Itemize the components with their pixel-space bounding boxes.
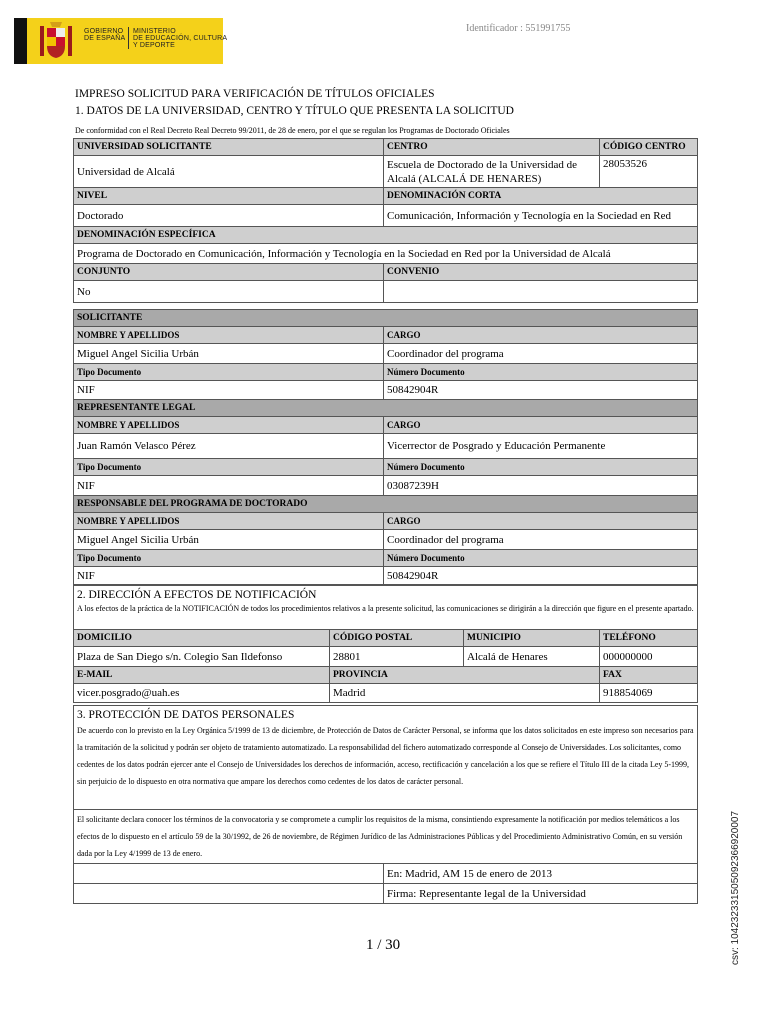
codigo-postal-value: 28801 — [330, 647, 464, 667]
csv-code: csv: 104232331505092366920007 — [730, 810, 741, 965]
notificacion-table — [73, 585, 698, 703]
government-label — [84, 28, 125, 42]
ministry-label — [133, 28, 227, 49]
domicilio-value: Plaza de San Diego s/n. Colegio San Ildefonso — [74, 647, 330, 667]
representante-tipo: NIF — [74, 476, 384, 496]
header-conjunto: CONJUNTO — [74, 264, 384, 281]
header-centro: CENTRO — [384, 139, 600, 156]
responsable-tipo: NIF — [74, 567, 384, 585]
solicitante-numero: 50842904R — [384, 381, 698, 400]
header-denominacion-corta: DENOMINACIÓN CORTA — [384, 188, 698, 205]
header-municipio: MUNICIPIO — [464, 630, 600, 647]
header-email: E-MAIL — [74, 667, 330, 684]
telefono-value: 000000000 — [600, 647, 698, 667]
header-cargo: CARGO — [384, 327, 698, 344]
email-value: vicer.posgrado@uah.es — [74, 684, 330, 703]
header-nivel: NIVEL — [74, 188, 384, 205]
header-codigo-centro: CÓDIGO CENTRO — [600, 139, 698, 156]
header-nombre: NOMBRE Y APELLIDOS — [74, 327, 384, 344]
header-fax: FAX — [600, 667, 698, 684]
section-solicitante: SOLICITANTE — [74, 310, 698, 327]
representante-cargo: Vicerrector de Posgrado y Educación Permanente — [384, 434, 698, 459]
proteccion-table — [73, 705, 698, 904]
header-domicilio: DOMICILIO — [74, 630, 330, 647]
section-representante: REPRESENTANTE LEGAL — [74, 400, 698, 417]
responsable-numero: 50842904R — [384, 567, 698, 585]
logo-divider — [128, 27, 129, 49]
page-number: 1 / 30 — [366, 937, 401, 953]
header-universidad: UNIVERSIDAD SOLICITANTE — [74, 139, 384, 156]
denominacion-especifica-value: Programa de Doctorado en Comunicación, Información y Tecnología en la Sociedad en Red por la Universidad de Alcalá — [74, 244, 698, 264]
notificacion-text: A los efectos de la práctica de la NOTIFICACIÓN de todos los procedimientos relativos a la presente solicitud, las comunicaciones se dirigirán a la dirección que figure en el presente apartado. — [77, 604, 694, 613]
municipio-value: Alcalá de Henares — [464, 647, 600, 667]
persons-table — [73, 309, 698, 585]
logo-black-stripe — [14, 18, 27, 64]
firma-empty-1 — [74, 864, 384, 884]
document-identifier: Identificador : 551991755 — [466, 23, 571, 34]
header-nombre: NOMBRE Y APELLIDOS — [74, 417, 384, 434]
header-tipo-documento: Tipo Documento — [74, 364, 384, 381]
representante-nombre: Juan Ramón Velasco Pérez — [74, 434, 384, 459]
firma-empty-2 — [74, 884, 384, 904]
fecha-value: En: Madrid, AM 15 de enero de 2013 — [384, 864, 698, 884]
header-codigo-postal: CÓDIGO POSTAL — [330, 630, 464, 647]
declaracion-block — [74, 810, 698, 864]
codigo-centro-value: 28053526 — [600, 156, 698, 188]
section-2-title: 2. DIRECCIÓN A EFECTOS DE NOTIFICACIÓN — [77, 589, 317, 601]
ministry-line-2: DE EDUCACIÓN, CULTURA — [133, 35, 228, 42]
header-provincia: PROVINCIA — [330, 667, 600, 684]
gov-line-1: GOBIERNO — [84, 28, 124, 35]
header-telefono: TELÉFONO — [600, 630, 698, 647]
proteccion-text: De acuerdo con lo previsto en la Ley Orgánica 5/1999 de 13 de diciembre, de Protección de Datos de Carácter Personal, se informa que los datos solicitados en este impreso son necesarios para la tramitación de la solicitud y podrán ser objeto de tratamiento automatizado. La responsabilidad del fichero automatizado corresponde al Consejo de Universidades. Los solicitantes, como cedentes de los datos podrán ejercer ante el Consejo de Universidades los derechos de información, acceso, rectificación y cancelación a los que se refiere el Título III de la citada Ley 5-1999, sin perjuicio de lo dispuesto en otra normativa que ampare los derechos como cedentes de los datos de carácter personal. — [77, 726, 694, 786]
header-numero-documento: Número Documento — [384, 364, 698, 381]
header-convenio: CONVENIO — [384, 264, 698, 281]
ministry-line-1: MINISTERIO — [133, 28, 176, 35]
declaracion-text: El solicitante declara conocer los términos de la convocatoria y se compromete a cumplir los requisitos de la misma, consintiendo expresamente la notificación por medios telemáticos a los efectos de lo dispuesto en el artículo 59 de la 30/1992, de 26 de noviembre, de Régimen Jurídico de las Administraciones Públicas y del Procedimiento Administrativo Común, en su versión dada por la Ley 4/1999 de 13 de enero. — [77, 815, 683, 858]
convenio-value — [384, 281, 698, 303]
notificacion-block — [74, 586, 698, 630]
gov-line-2: DE ESPAÑA — [84, 35, 126, 42]
header-tipo-documento: Tipo Documento — [74, 459, 384, 476]
firma-value: Firma: Representante legal de la Universidad — [384, 884, 698, 904]
header-numero-documento: Número Documento — [384, 459, 698, 476]
section-1-title: 1. DATOS DE LA UNIVERSIDAD, CENTRO Y TÍTULO QUE PRESENTA LA SOLICITUD — [75, 105, 514, 117]
universidad-value: Universidad de Alcalá — [74, 156, 384, 188]
denominacion-corta-value: Comunicación, Información y Tecnología en la Sociedad en Red — [384, 205, 698, 227]
nivel-value: Doctorado — [74, 205, 384, 227]
solicitante-nombre: Miguel Angel Sicilia Urbán — [74, 344, 384, 364]
coat-of-arms-icon — [36, 20, 76, 62]
header-denominacion-especifica: DENOMINACIÓN ESPECÍFICA — [74, 227, 698, 244]
header-nombre: NOMBRE Y APELLIDOS — [74, 513, 384, 530]
decree-note: De conformidad con el Real Decreto Real Decreto 99/2011, de 28 de enero, por el que se regulan los Programas de Doctorado Oficiales — [75, 126, 510, 135]
section-responsable: RESPONSABLE DEL PROGRAMA DE DOCTORADO — [74, 496, 698, 513]
solicitante-tipo: NIF — [74, 381, 384, 400]
header-tipo-documento: Tipo Documento — [74, 550, 384, 567]
main-title: IMPRESO SOLICITUD PARA VERIFICACIÓN DE TÍTULOS OFICIALES — [75, 88, 435, 100]
header-numero-documento: Número Documento — [384, 550, 698, 567]
centro-value: Escuela de Doctorado de la Universidad de Alcalá (ALCALÁ DE HENARES) — [384, 156, 600, 188]
header-cargo: CARGO — [384, 513, 698, 530]
section-3-title: 3. PROTECCIÓN DE DATOS PERSONALES — [77, 709, 295, 721]
fax-value: 918854069 — [600, 684, 698, 703]
ministry-line-3: Y DEPORTE — [133, 42, 175, 49]
representante-numero: 03087239H — [384, 476, 698, 496]
university-table — [73, 138, 698, 303]
responsable-nombre: Miguel Angel Sicilia Urbán — [74, 530, 384, 550]
header-cargo: CARGO — [384, 417, 698, 434]
conjunto-value: No — [74, 281, 384, 303]
solicitante-cargo: Coordinador del programa — [384, 344, 698, 364]
provincia-value: Madrid — [330, 684, 600, 703]
responsable-cargo: Coordinador del programa — [384, 530, 698, 550]
proteccion-block — [74, 706, 698, 810]
